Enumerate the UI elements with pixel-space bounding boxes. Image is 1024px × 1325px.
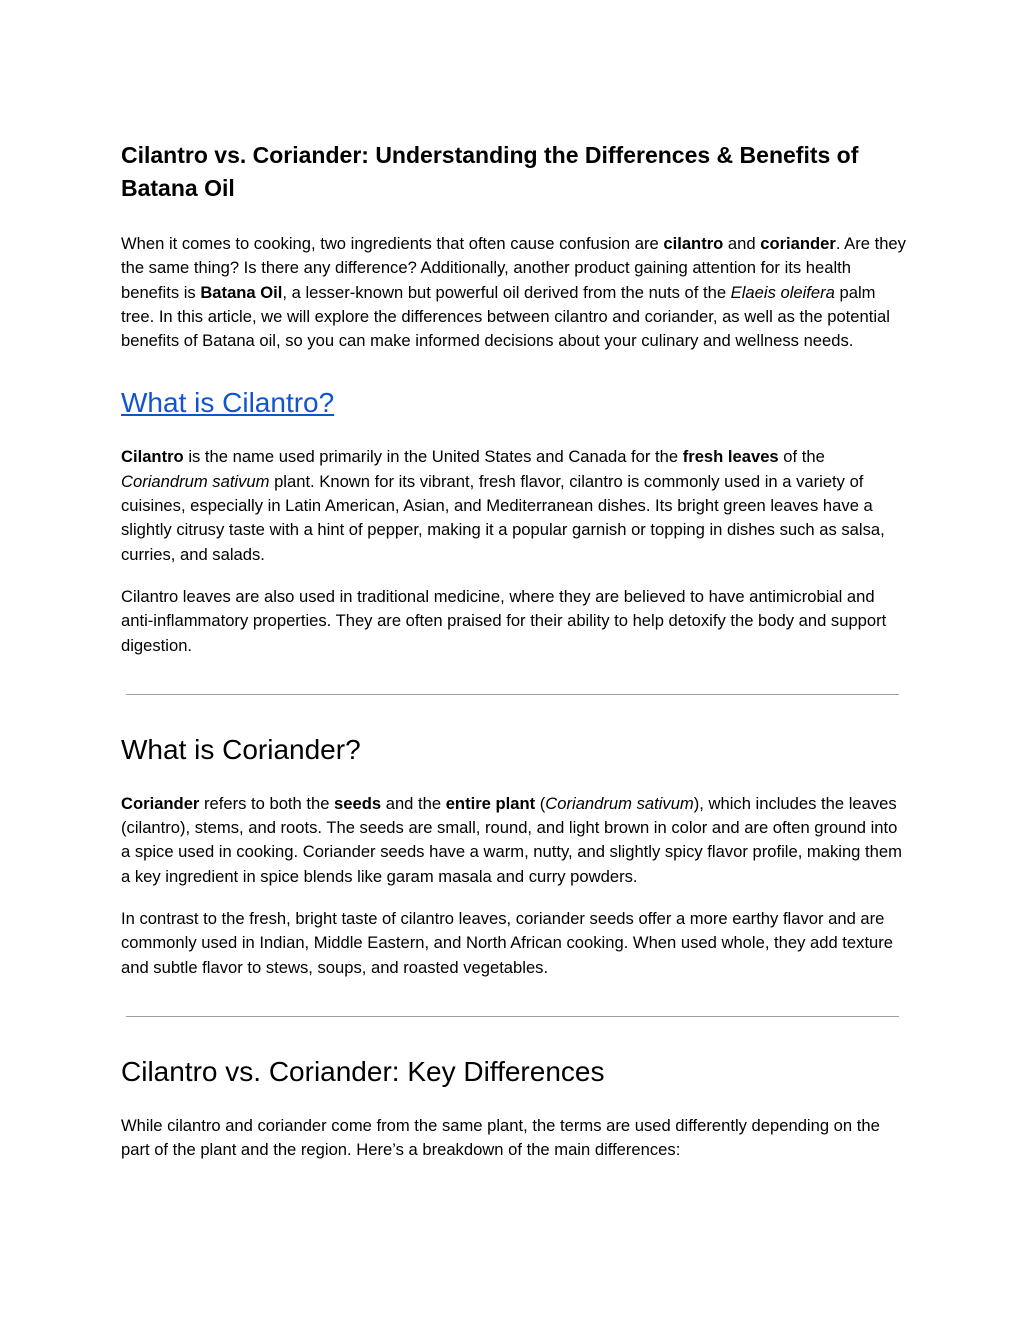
bold-text: Coriander bbox=[121, 793, 200, 813]
text-run: While cilantro and coriander come from the same plant, the terms are used differently depending on the part of the plant and the region. Here’s a breakdown of the main differences: bbox=[121, 1115, 880, 1160]
differences-heading: Cilantro vs. Coriander: Key Differences bbox=[121, 1055, 605, 1087]
text-run: When it comes to cooking, two ingredients that often cause confusion are bbox=[121, 234, 664, 253]
text-run: refers to both the bbox=[199, 793, 335, 813]
bold-text: Cilantro bbox=[121, 447, 184, 467]
cilantro-paragraph-2 bbox=[121, 585, 907, 658]
bold-text: fresh leaves bbox=[682, 447, 779, 467]
coriander-section bbox=[121, 733, 907, 980]
differences-paragraph-1 bbox=[121, 1114, 907, 1163]
bold-text: coriander bbox=[760, 234, 836, 253]
cilantro-section bbox=[121, 386, 907, 657]
document-page bbox=[121, 139, 907, 1163]
text-run: ( bbox=[535, 793, 546, 813]
coriander-paragraph-1 bbox=[121, 792, 907, 889]
text-run: and bbox=[723, 234, 761, 253]
page-title: Cilantro vs. Coriander: Understanding the Differences & Benefits of Batana Oil bbox=[121, 142, 859, 201]
text-run: , a lesser-known but powerful oil derived from the nuts of the bbox=[282, 282, 731, 302]
horizontal-divider bbox=[126, 1016, 899, 1017]
cilantro-paragraph-1 bbox=[121, 445, 907, 566]
text-run: Cilantro leaves are also used in traditional medicine, where they are believed to have antimicrobial and anti-inflammatory properties. They are often praised for their ability to help detoxify the body and support digestion. bbox=[121, 586, 887, 655]
italic-text: Elaeis oleifera bbox=[730, 282, 835, 302]
bold-text: Batana Oil bbox=[200, 282, 283, 302]
text-run: In contrast to the fresh, bright taste of cilantro leaves, coriander seeds offer a more earthy flavor and are commonly used in Indian, Middle Eastern, and North African cooking. When used whole, they add texture and subtle flavor to stews, soups, and roasted vegetables. bbox=[121, 909, 894, 977]
bold-text: cilantro bbox=[663, 234, 724, 253]
horizontal-divider bbox=[126, 694, 899, 695]
text-run: ), which includes the leaves (cilantro), stems, and roots. The seeds are small, round, and light brown in color and are often ground into a spice used in cooking. Coriander seeds have a warm, nutty, and slightly spicy flavor profile, making them a key ingredient in spice blends like garam masala and curry powders. bbox=[121, 793, 902, 886]
bold-text: seeds bbox=[334, 793, 382, 813]
differences-section bbox=[121, 1055, 907, 1163]
cilantro-heading-link[interactable]: What is Cilantro? bbox=[121, 387, 335, 419]
text-run: is the name used primarily in the United States and Canada for the bbox=[183, 447, 683, 467]
text-run: . Are they the same thing? Is there any difference? Additionally, another product gaining attention for its health benefits is bbox=[121, 234, 906, 302]
text-run: of the bbox=[778, 447, 825, 467]
text-run: palm tree. In this article, we will explore the differences between cilantro and coriander, as well as the potential benefits of Batana oil, so you can make informed decisions about your culinary and wellness needs. bbox=[121, 282, 890, 351]
bold-text: entire plant bbox=[445, 793, 536, 813]
text-run: plant. Known for its vibrant, fresh flavor, cilantro is commonly used in a variety of cuisines, especially in Latin American, Asian, and Mediterranean dishes. Its bright green leaves have a slightly citrusy taste with a hint of pepper, making it a popular garnish or topping in dishes such as salsa, curries, and salads. bbox=[121, 471, 885, 564]
italic-text: Coriandrum sativum bbox=[545, 793, 694, 813]
intro-paragraph bbox=[121, 232, 907, 353]
coriander-paragraph-2 bbox=[121, 907, 907, 980]
italic-text: Coriandrum sativum bbox=[121, 471, 270, 491]
coriander-heading: What is Coriander? bbox=[121, 733, 361, 765]
text-run: and the bbox=[381, 793, 446, 813]
